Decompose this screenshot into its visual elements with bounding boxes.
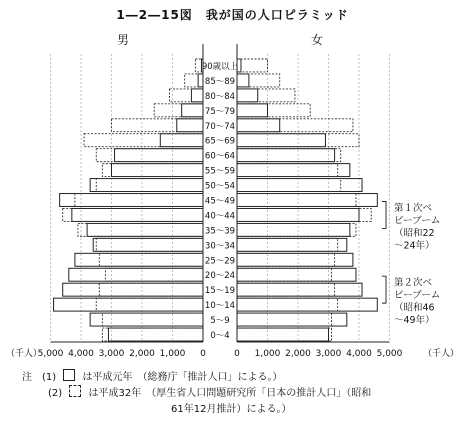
bar-female-0-18: [237, 328, 329, 341]
note-2-prefix: (2): [48, 388, 63, 399]
age-label: 10～14: [204, 301, 236, 312]
bar-female-0-6: [237, 149, 335, 162]
age-label: 40～44: [204, 211, 236, 222]
side-label-female: 女: [310, 33, 324, 47]
x-tick-right: 3,000: [315, 349, 342, 359]
bar-female-1-0: [237, 59, 268, 72]
annotation-layer: [382, 201, 440, 326]
age-label: 55～59: [204, 166, 236, 177]
annotation-text: （昭和22: [394, 227, 435, 239]
age-label: 45～49: [204, 196, 236, 207]
x-tick-right: 2,000: [285, 349, 311, 359]
x-tick-right: 4,000: [346, 349, 372, 359]
bar-male-0-5: [160, 134, 203, 147]
bar-female-0-12: [237, 238, 347, 251]
bar-male-0-2: [191, 89, 203, 102]
annotation-text: ビーブーム: [394, 215, 441, 227]
x-tick-left: 4,000: [68, 349, 94, 359]
age-label: 50～54: [204, 181, 236, 192]
annotation-text: ～24年）: [394, 240, 435, 252]
note-3-text: 61年12月推計）による。）: [171, 404, 292, 415]
age-label: 65～69: [204, 136, 236, 147]
age-label: 25～29: [204, 256, 236, 267]
annotation-text: （昭和46: [394, 302, 435, 314]
x-tick-left: 0: [200, 349, 206, 359]
bar-female-0-13: [237, 253, 353, 266]
bar-male-0-18: [108, 328, 203, 341]
bar-female-0-5: [237, 134, 325, 147]
note-2: [48, 384, 371, 399]
x-tick-right: 1,000: [254, 349, 281, 359]
annotation-text: ビーブーム: [394, 290, 441, 302]
annotation-bracket: [382, 276, 386, 303]
age-label: 80～84: [204, 91, 236, 102]
bar-female-0-2: [237, 89, 258, 102]
bar-male-0-15: [63, 283, 203, 296]
note-1-text: は平成元年 （総務庁「推計人口」による。）: [82, 372, 283, 383]
note-1: [22, 368, 283, 383]
bar-male-0-11: [87, 223, 203, 236]
bar-female-0-4: [237, 119, 280, 132]
annotation-bracket: [382, 201, 386, 228]
bar-female-0-14: [237, 268, 356, 281]
bar-male-0-6: [115, 149, 203, 162]
bar-female-0-7: [237, 164, 350, 177]
legend-box-dotted-icon: [69, 385, 81, 397]
annotation-text: ～49年）: [394, 315, 435, 327]
note-3: [171, 400, 291, 415]
note-1-prefix: 注 (1): [22, 372, 57, 383]
age-label: 15～19: [204, 286, 236, 297]
bar-female-0-15: [237, 283, 362, 296]
bar-female-0-11: [237, 223, 350, 236]
annotation-text: 第２次ベ: [394, 277, 433, 289]
x-tick-left: 5,000: [37, 349, 64, 359]
bar-female-0-10: [237, 208, 359, 221]
bar-female-0-17: [237, 313, 347, 326]
age-label: 35～39: [204, 226, 236, 237]
bar-male-0-3: [182, 104, 203, 117]
age-label: 85～89: [204, 76, 236, 87]
annotation-text: 第１次ベ: [394, 202, 433, 214]
bar-female-0-1: [237, 74, 249, 87]
age-label: 20～24: [204, 271, 236, 282]
age-label: 30～34: [204, 241, 236, 252]
x-tick-left: 2,000: [129, 349, 155, 359]
side-label-male: 男: [116, 33, 130, 47]
unit-label-left: （千人）: [6, 349, 43, 359]
age-label: 70～74: [204, 121, 236, 132]
age-label: 75～79: [204, 106, 236, 117]
x-tick-left: 3,000: [98, 349, 125, 359]
note-2-text: は平成32年 （厚生省人口問題研究所「日本の推計人口」（昭和: [88, 388, 372, 399]
x-tick-right: 5,000: [376, 349, 403, 359]
bar-male-0-12: [93, 238, 203, 251]
figure-title: 1―2―15図 我が国の人口ピラミッド: [116, 8, 349, 22]
bar-male-0-16: [54, 298, 203, 311]
bar-male-0-9: [60, 194, 203, 207]
unit-label-right: （千人）: [422, 349, 459, 359]
bar-male-0-13: [75, 253, 203, 266]
x-tick-right: 0: [234, 349, 240, 359]
age-label: 0～4: [210, 331, 230, 342]
legend-box-solid-icon: [63, 369, 75, 381]
bar-female-0-8: [237, 179, 362, 192]
bar-male-0-14: [69, 268, 203, 281]
bar-male-0-10: [72, 208, 203, 221]
bar-male-0-7: [112, 164, 204, 177]
age-label: 90歳以上: [201, 61, 239, 72]
bar-female-0-16: [237, 298, 377, 311]
age-label: 60～64: [204, 151, 236, 162]
age-label: 5～9: [210, 316, 230, 327]
bar-male-0-17: [90, 313, 203, 326]
bar-male-0-4: [177, 119, 203, 132]
bar-male-0-1: [198, 74, 203, 87]
x-tick-left: 1,000: [159, 349, 186, 359]
bar-female-0-3: [237, 104, 268, 117]
bar-male-0-8: [90, 179, 203, 192]
